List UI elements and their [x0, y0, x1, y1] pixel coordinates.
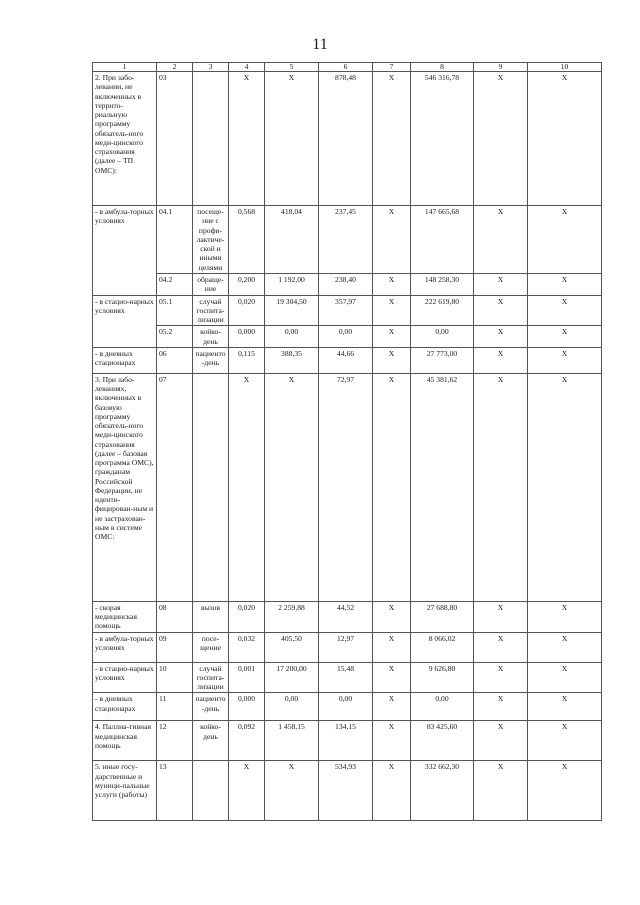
row-code: 13 — [157, 761, 193, 821]
column-header: 10 — [528, 63, 602, 72]
value-cell: 72,97 — [319, 373, 373, 601]
row-label: 2. При забо-левании, не включенных в террито-риальную программу обязатель-ного меди-цинского страхования (далее – ТП ОМС): — [93, 72, 157, 206]
row-code: 09 — [157, 632, 193, 662]
unit-cell: койко-день — [193, 326, 229, 348]
value-cell: X — [373, 274, 411, 296]
row-code: 04.2 — [157, 274, 193, 296]
row-code: 11 — [157, 693, 193, 721]
value-cell: 44,66 — [319, 347, 373, 373]
table-row — [93, 347, 602, 373]
value-cell: 148 258,30 — [411, 274, 474, 296]
value-cell: 0,032 — [229, 632, 265, 662]
column-header: 6 — [319, 63, 373, 72]
value-cell: 0,115 — [229, 347, 265, 373]
value-cell: X — [474, 601, 528, 632]
value-cell: 405,50 — [265, 632, 319, 662]
value-cell: X — [528, 295, 602, 326]
value-cell: X — [474, 72, 528, 206]
table-row — [93, 632, 602, 662]
value-cell: X — [528, 72, 602, 206]
table-row — [93, 373, 602, 601]
value-cell: X — [474, 206, 528, 274]
value-cell: 0,00 — [265, 693, 319, 721]
value-cell: X — [474, 373, 528, 601]
value-cell: 0,092 — [229, 721, 265, 761]
unit-cell: обраще-ние — [193, 274, 229, 296]
value-cell: X — [373, 761, 411, 821]
value-cell: 83 425,60 — [411, 721, 474, 761]
table-row — [93, 761, 602, 821]
row-label: - в дневных стационарах — [93, 693, 157, 721]
value-cell: 238,40 — [319, 274, 373, 296]
value-cell: 1 458,15 — [265, 721, 319, 761]
page-number: 11 — [312, 36, 328, 53]
value-cell: 27 688,80 — [411, 601, 474, 632]
value-cell: 15,48 — [319, 662, 373, 693]
header-row — [93, 63, 602, 72]
value-cell: 12,97 — [319, 632, 373, 662]
value-cell: 0,00 — [319, 326, 373, 348]
value-cell: X — [265, 72, 319, 206]
value-cell: X — [528, 632, 602, 662]
unit-cell — [193, 761, 229, 821]
value-cell: X — [229, 761, 265, 821]
value-cell: X — [474, 721, 528, 761]
unit-cell: случай госпита-лизации — [193, 662, 229, 693]
value-cell: X — [474, 326, 528, 348]
row-label: - в стацио-нарных условиях — [93, 662, 157, 693]
value-cell: X — [528, 662, 602, 693]
data-table — [92, 62, 602, 821]
value-cell: X — [474, 295, 528, 326]
value-cell: 19 304,50 — [265, 295, 319, 326]
table-row — [93, 662, 602, 693]
column-header: 4 — [229, 63, 265, 72]
value-cell: 388,35 — [265, 347, 319, 373]
row-code: 05.2 — [157, 326, 193, 348]
table-row — [93, 72, 602, 206]
value-cell: 0,200 — [229, 274, 265, 296]
table-row — [93, 295, 602, 326]
value-cell: 357,97 — [319, 295, 373, 326]
value-cell: X — [528, 347, 602, 373]
unit-cell: посеще-ние с профи-лактиче-ской и иными целями — [193, 206, 229, 274]
value-cell: 0,568 — [229, 206, 265, 274]
value-cell: 0,000 — [229, 693, 265, 721]
value-cell: 0,00 — [265, 326, 319, 348]
value-cell: X — [373, 693, 411, 721]
value-cell: 0,00 — [319, 693, 373, 721]
value-cell: 0,00 — [411, 326, 474, 348]
value-cell: X — [373, 373, 411, 601]
value-cell: X — [373, 206, 411, 274]
value-cell: 1 192,00 — [265, 274, 319, 296]
value-cell: X — [373, 721, 411, 761]
row-code: 04.1 — [157, 206, 193, 274]
value-cell: 534,93 — [319, 761, 373, 821]
value-cell: 878,48 — [319, 72, 373, 206]
value-cell: 0,001 — [229, 662, 265, 693]
value-cell: 45 381,62 — [411, 373, 474, 601]
value-cell: X — [474, 662, 528, 693]
row-code: 03 — [157, 72, 193, 206]
column-header: 2 — [157, 63, 193, 72]
value-cell: 9 626,80 — [411, 662, 474, 693]
column-header: 9 — [474, 63, 528, 72]
row-label: 4. Паллиа-тивная медицинская помощь — [93, 721, 157, 761]
value-cell: 27 773,00 — [411, 347, 474, 373]
value-cell: X — [474, 632, 528, 662]
table-row — [93, 693, 602, 721]
column-header: 8 — [411, 63, 474, 72]
unit-cell: пациенто-день — [193, 347, 229, 373]
value-cell: 0,020 — [229, 601, 265, 632]
value-cell: X — [528, 206, 602, 274]
value-cell: X — [373, 326, 411, 348]
value-cell: X — [528, 601, 602, 632]
value-cell: 134,15 — [319, 721, 373, 761]
row-label: - скорая медицинская помощь — [93, 601, 157, 632]
value-cell: X — [373, 662, 411, 693]
column-header: 5 — [265, 63, 319, 72]
value-cell: 0,000 — [229, 326, 265, 348]
value-cell: 0,020 — [229, 295, 265, 326]
value-cell: 222 619,80 — [411, 295, 474, 326]
row-code: 07 — [157, 373, 193, 601]
table-row — [93, 274, 602, 296]
table-row — [93, 601, 602, 632]
value-cell: X — [528, 274, 602, 296]
row-code: 12 — [157, 721, 193, 761]
row-label: 3. При забо-леваниях, включенных в базовую программу обязатель-ного меди-цинского страхования (далее – базовая программа ОМС), гражданам Российской Федерации, не иденти-фицирован-ным и не застрахован-ным в системе ОМС: — [93, 373, 157, 601]
value-cell: X — [528, 761, 602, 821]
unit-cell: вызов — [193, 601, 229, 632]
row-label: 5. иные госу-дарственные и муници-пальные услуги (работы) — [93, 761, 157, 821]
value-cell: X — [265, 761, 319, 821]
table-row — [93, 326, 602, 348]
value-cell: X — [373, 601, 411, 632]
row-label: - в амбула-торных условиях — [93, 632, 157, 662]
row-label: - в дневных стационарах — [93, 347, 157, 373]
value-cell: X — [528, 693, 602, 721]
row-code: 06 — [157, 347, 193, 373]
column-header: 1 — [93, 63, 157, 72]
value-cell: X — [474, 761, 528, 821]
value-cell: X — [474, 274, 528, 296]
row-code: 05.1 — [157, 295, 193, 326]
value-cell: X — [528, 373, 602, 601]
value-cell: 44,52 — [319, 601, 373, 632]
row-label: - в стацио-нарных условиях — [93, 295, 157, 347]
value-cell: X — [474, 347, 528, 373]
table-body — [93, 63, 602, 821]
value-cell: X — [373, 72, 411, 206]
value-cell: 332 662,30 — [411, 761, 474, 821]
row-code: 10 — [157, 662, 193, 693]
column-header: 7 — [373, 63, 411, 72]
row-label: - в амбула-торных условиях — [93, 206, 157, 296]
value-cell: X — [373, 632, 411, 662]
table-row — [93, 721, 602, 761]
value-cell: 17 200,00 — [265, 662, 319, 693]
unit-cell — [193, 72, 229, 206]
value-cell: 0,00 — [411, 693, 474, 721]
value-cell: X — [373, 295, 411, 326]
value-cell: X — [474, 693, 528, 721]
unit-cell — [193, 373, 229, 601]
row-code: 08 — [157, 601, 193, 632]
value-cell: 418,04 — [265, 206, 319, 274]
table-row — [93, 206, 602, 274]
value-cell: 8 066,02 — [411, 632, 474, 662]
unit-cell: посе-щение — [193, 632, 229, 662]
value-cell: X — [229, 72, 265, 206]
value-cell: X — [373, 347, 411, 373]
value-cell: X — [528, 721, 602, 761]
unit-cell: койко-день — [193, 721, 229, 761]
column-header: 3 — [193, 63, 229, 72]
value-cell: 546 316,78 — [411, 72, 474, 206]
value-cell: 2 259,88 — [265, 601, 319, 632]
value-cell: 237,45 — [319, 206, 373, 274]
unit-cell: пациенто-день — [193, 693, 229, 721]
value-cell: 147 665,68 — [411, 206, 474, 274]
unit-cell: случай госпита-лизации — [193, 295, 229, 326]
value-cell: X — [229, 373, 265, 601]
value-cell: X — [528, 326, 602, 348]
value-cell: X — [265, 373, 319, 601]
